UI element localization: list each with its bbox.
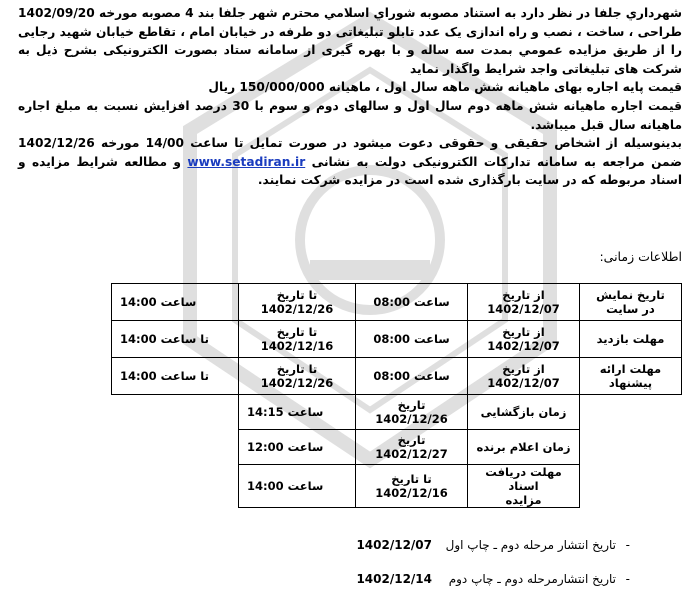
schedule-to-time: تا ساعت 14:00 [112, 358, 239, 395]
schedule-from-time: ساعت 08:00 [356, 358, 468, 395]
schedule-from-date: از تاریخ 1402/12/07 [468, 284, 580, 321]
schedule-to-date: تا تاریخ 1402/12/26 [239, 358, 356, 395]
schedule-table [111, 283, 682, 508]
schedule-row [112, 395, 682, 430]
schedule-event-date: تا تاریخ 1402/12/16 [356, 465, 468, 508]
schedule-row [112, 321, 682, 358]
schedule-from-time: ساعت 08:00 [356, 284, 468, 321]
publication-date: 1402/12/14 [356, 572, 432, 586]
invitation-text-end: و مطالعه شرایط مزایده و اسناد مربوطه که در سایت بارگذاری شده است در مزایده شرکت نمایند. [18, 154, 682, 188]
schedule-row [112, 465, 682, 508]
publication-label: تاریخ انتشارمرحله دوم ـ چاپ دوم [448, 572, 616, 586]
publication-row [18, 538, 682, 558]
schedule-event-time: ساعت 14:15 [239, 395, 356, 430]
bullet-dash: - [625, 572, 630, 586]
empty-cell [580, 395, 682, 430]
schedule-row [112, 430, 682, 465]
schedule-to-date: تا تاریخ 1402/12/16 [239, 321, 356, 358]
notice-paragraph-intro: شهرداري جلفا در نظر دارد به استناد مصوبه شوراي اسلامي محترم شهر جلفا بند 4 مصوبه مورخه 1402/09/20 طراحی ، ساخت ، نصب و راه اندازی یک عدد تابلو تبلیغاتی دو طرفه در خیابان امام ، تقاطع خیابان شهید رجایی را از طريق مزايده عمومي بمدت سه ساله و با بهره گیری از سامانه ستاد بصورت الکترونیکی بشرح ذیل به شرکت های تبلیغاتی واجد شرایط واگذار نماید [18, 6, 682, 76]
schedule-event-date: تاریخ 1402/12/26 [356, 395, 468, 430]
schedule-to-time: ساعت 14:00 [112, 284, 239, 321]
schedule-from-date: از تاریخ 1402/12/07 [468, 358, 580, 395]
schedule-to-date: تا تاریخ 1402/12/26 [239, 284, 356, 321]
empty-cell [112, 395, 239, 430]
notice-paragraph-invitation [18, 134, 682, 190]
notice-body [18, 4, 682, 190]
bullet-dash: - [625, 538, 630, 552]
schedule-to-time: تا ساعت 14:00 [112, 321, 239, 358]
publication-label: تاریخ انتشار مرحله دوم ـ چاپ اول [445, 538, 616, 552]
schedule-from-time: ساعت 08:00 [356, 321, 468, 358]
schedule-item-name: مهلت بازدید [580, 321, 682, 358]
schedule-event-time: ساعت 14:00 [239, 465, 356, 508]
empty-cell [580, 430, 682, 465]
publication-row [18, 572, 682, 592]
schedule-row [112, 358, 682, 395]
schedule-item-name: تاریخ نمایش در سایت [580, 284, 682, 321]
schedule-event-name: مهلت دریافت اسناد مزایده [468, 465, 580, 508]
empty-cell [112, 465, 239, 508]
schedule-heading: اطلاعات زمانی: [599, 249, 682, 264]
schedule-event-date: تاریخ 1402/12/27 [356, 430, 468, 465]
setadiran-link[interactable]: www.setadiran.ir [187, 154, 306, 169]
schedule-row [112, 284, 682, 321]
schedule-item-name: مهلت ارائه پیشنهاد [580, 358, 682, 395]
empty-cell [580, 465, 682, 508]
invitation-text: بدینوسیله از اشخاص حقیقی و حقوقی دعوت میشود در صورت تمایل تا ساعت 14/00 مورخه 1402/12/26 ضمن مراجعه به سامانه تدارکات الکترونیکی دولت به نشانی [18, 136, 682, 169]
schedule-event-name: زمان بازگشایی [468, 395, 580, 430]
notice-paragraph-base-price: قیمت پایه اجاره بهای ماهیانه شش ماهه سال اول ، ماهیانه 150/000/000 ریال [208, 80, 682, 95]
publication-date: 1402/12/07 [356, 538, 432, 552]
empty-cell [112, 430, 239, 465]
schedule-event-time: ساعت 12:00 [239, 430, 356, 465]
schedule-from-date: از تاریخ 1402/12/07 [468, 321, 580, 358]
notice-paragraph-increase: قیمت اجاره ماهیانه شش ماهه دوم سال اول و سالهای دوم و سوم با 30 درصد افزایش نسبت به مبلغ اجاره ماهیانه سال قبل میباشد. [18, 98, 682, 132]
schedule-event-name: زمان اعلام برنده [468, 430, 580, 465]
